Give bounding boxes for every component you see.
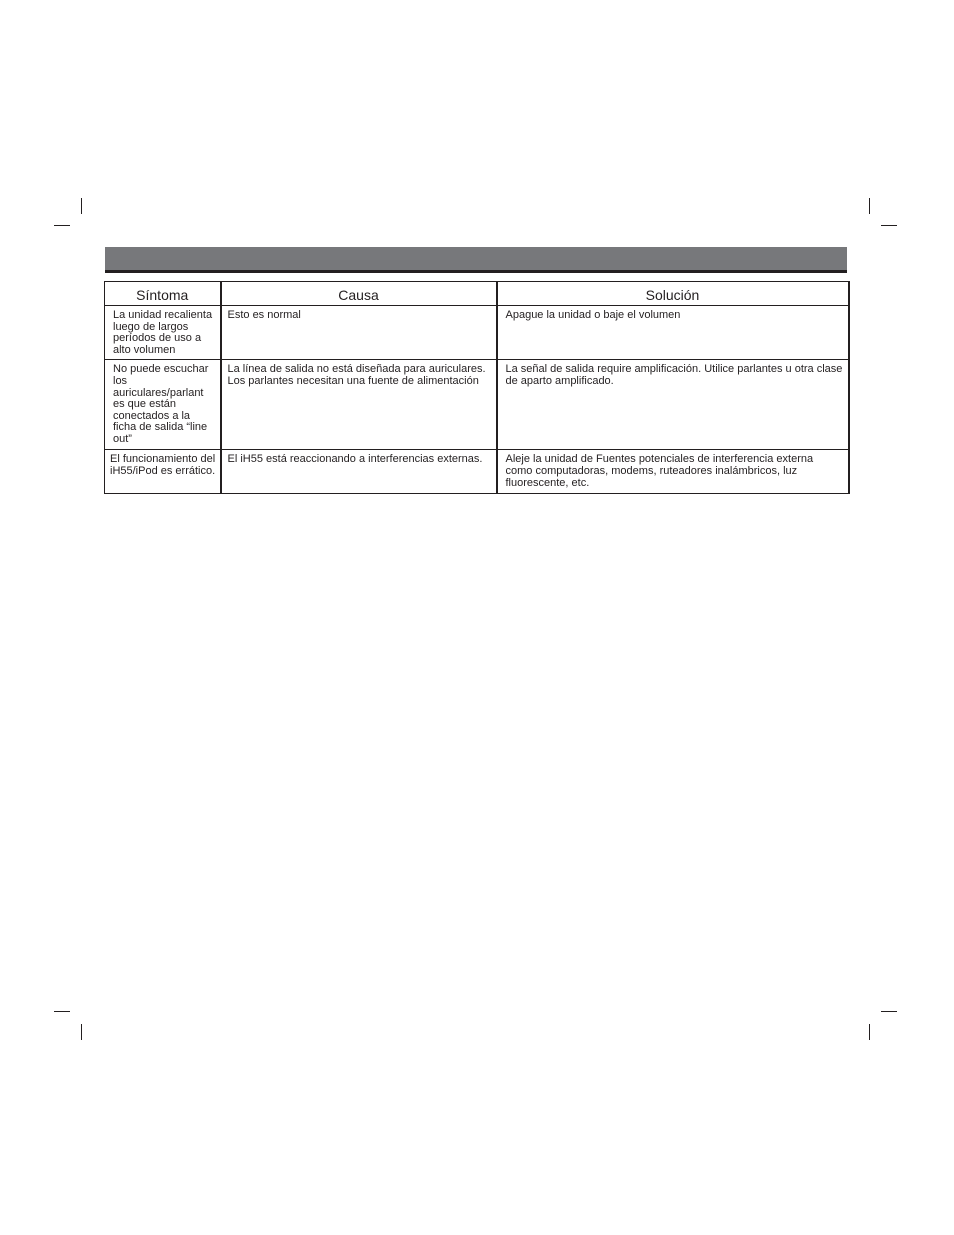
symptom-cell: La unidad recalienta luego de largos períodos de uso a alto volumen [105,306,221,360]
cause-cell: Esto es normal [221,306,497,360]
table-row [105,306,849,360]
crop-mark-top-right-vertical [869,198,870,214]
crop-mark-bottom-left-horizontal [54,1011,70,1012]
crop-mark-bottom-right-horizontal [881,1011,897,1012]
header-symptom: Síntoma [105,282,221,306]
table-header-row [105,282,849,306]
solution-cell: La señal de salida require amplificación. Utilice parlantes u otra clase de aparto amplificado. [497,360,849,450]
header-cause: Causa [221,282,497,306]
cause-cell: La línea de salida no está diseñada para auriculares. Los parlantes necesitan una fuente de alimentación [221,360,497,450]
section-header-bar [105,247,847,273]
solution-cell: Aleje la unidad de Fuentes potenciales de interferencia externa como computadoras, modems, ruteadores inalámbricos, luz fluorescente, etc. [497,450,849,494]
crop-mark-top-left-horizontal [54,225,70,226]
troubleshooting-table [104,281,850,494]
header-solution: Solución [497,282,849,306]
symptom-cell: No puede escuchar los auriculares/parlant es que están conectados a la ficha de salida “line out” [105,360,221,450]
cause-cell: El iH55 está reaccionando a interferencias externas. [221,450,497,494]
table-row [105,360,849,450]
symptom-cell: El funcionamiento del iH55/iPod es errático. [105,450,221,494]
crop-mark-bottom-right-vertical [869,1024,870,1040]
crop-mark-bottom-left-vertical [81,1024,82,1040]
table-row [105,450,849,494]
crop-mark-top-left-vertical [81,198,82,214]
crop-mark-top-right-horizontal [881,225,897,226]
solution-cell: Apague la unidad o baje el volumen [497,306,849,360]
